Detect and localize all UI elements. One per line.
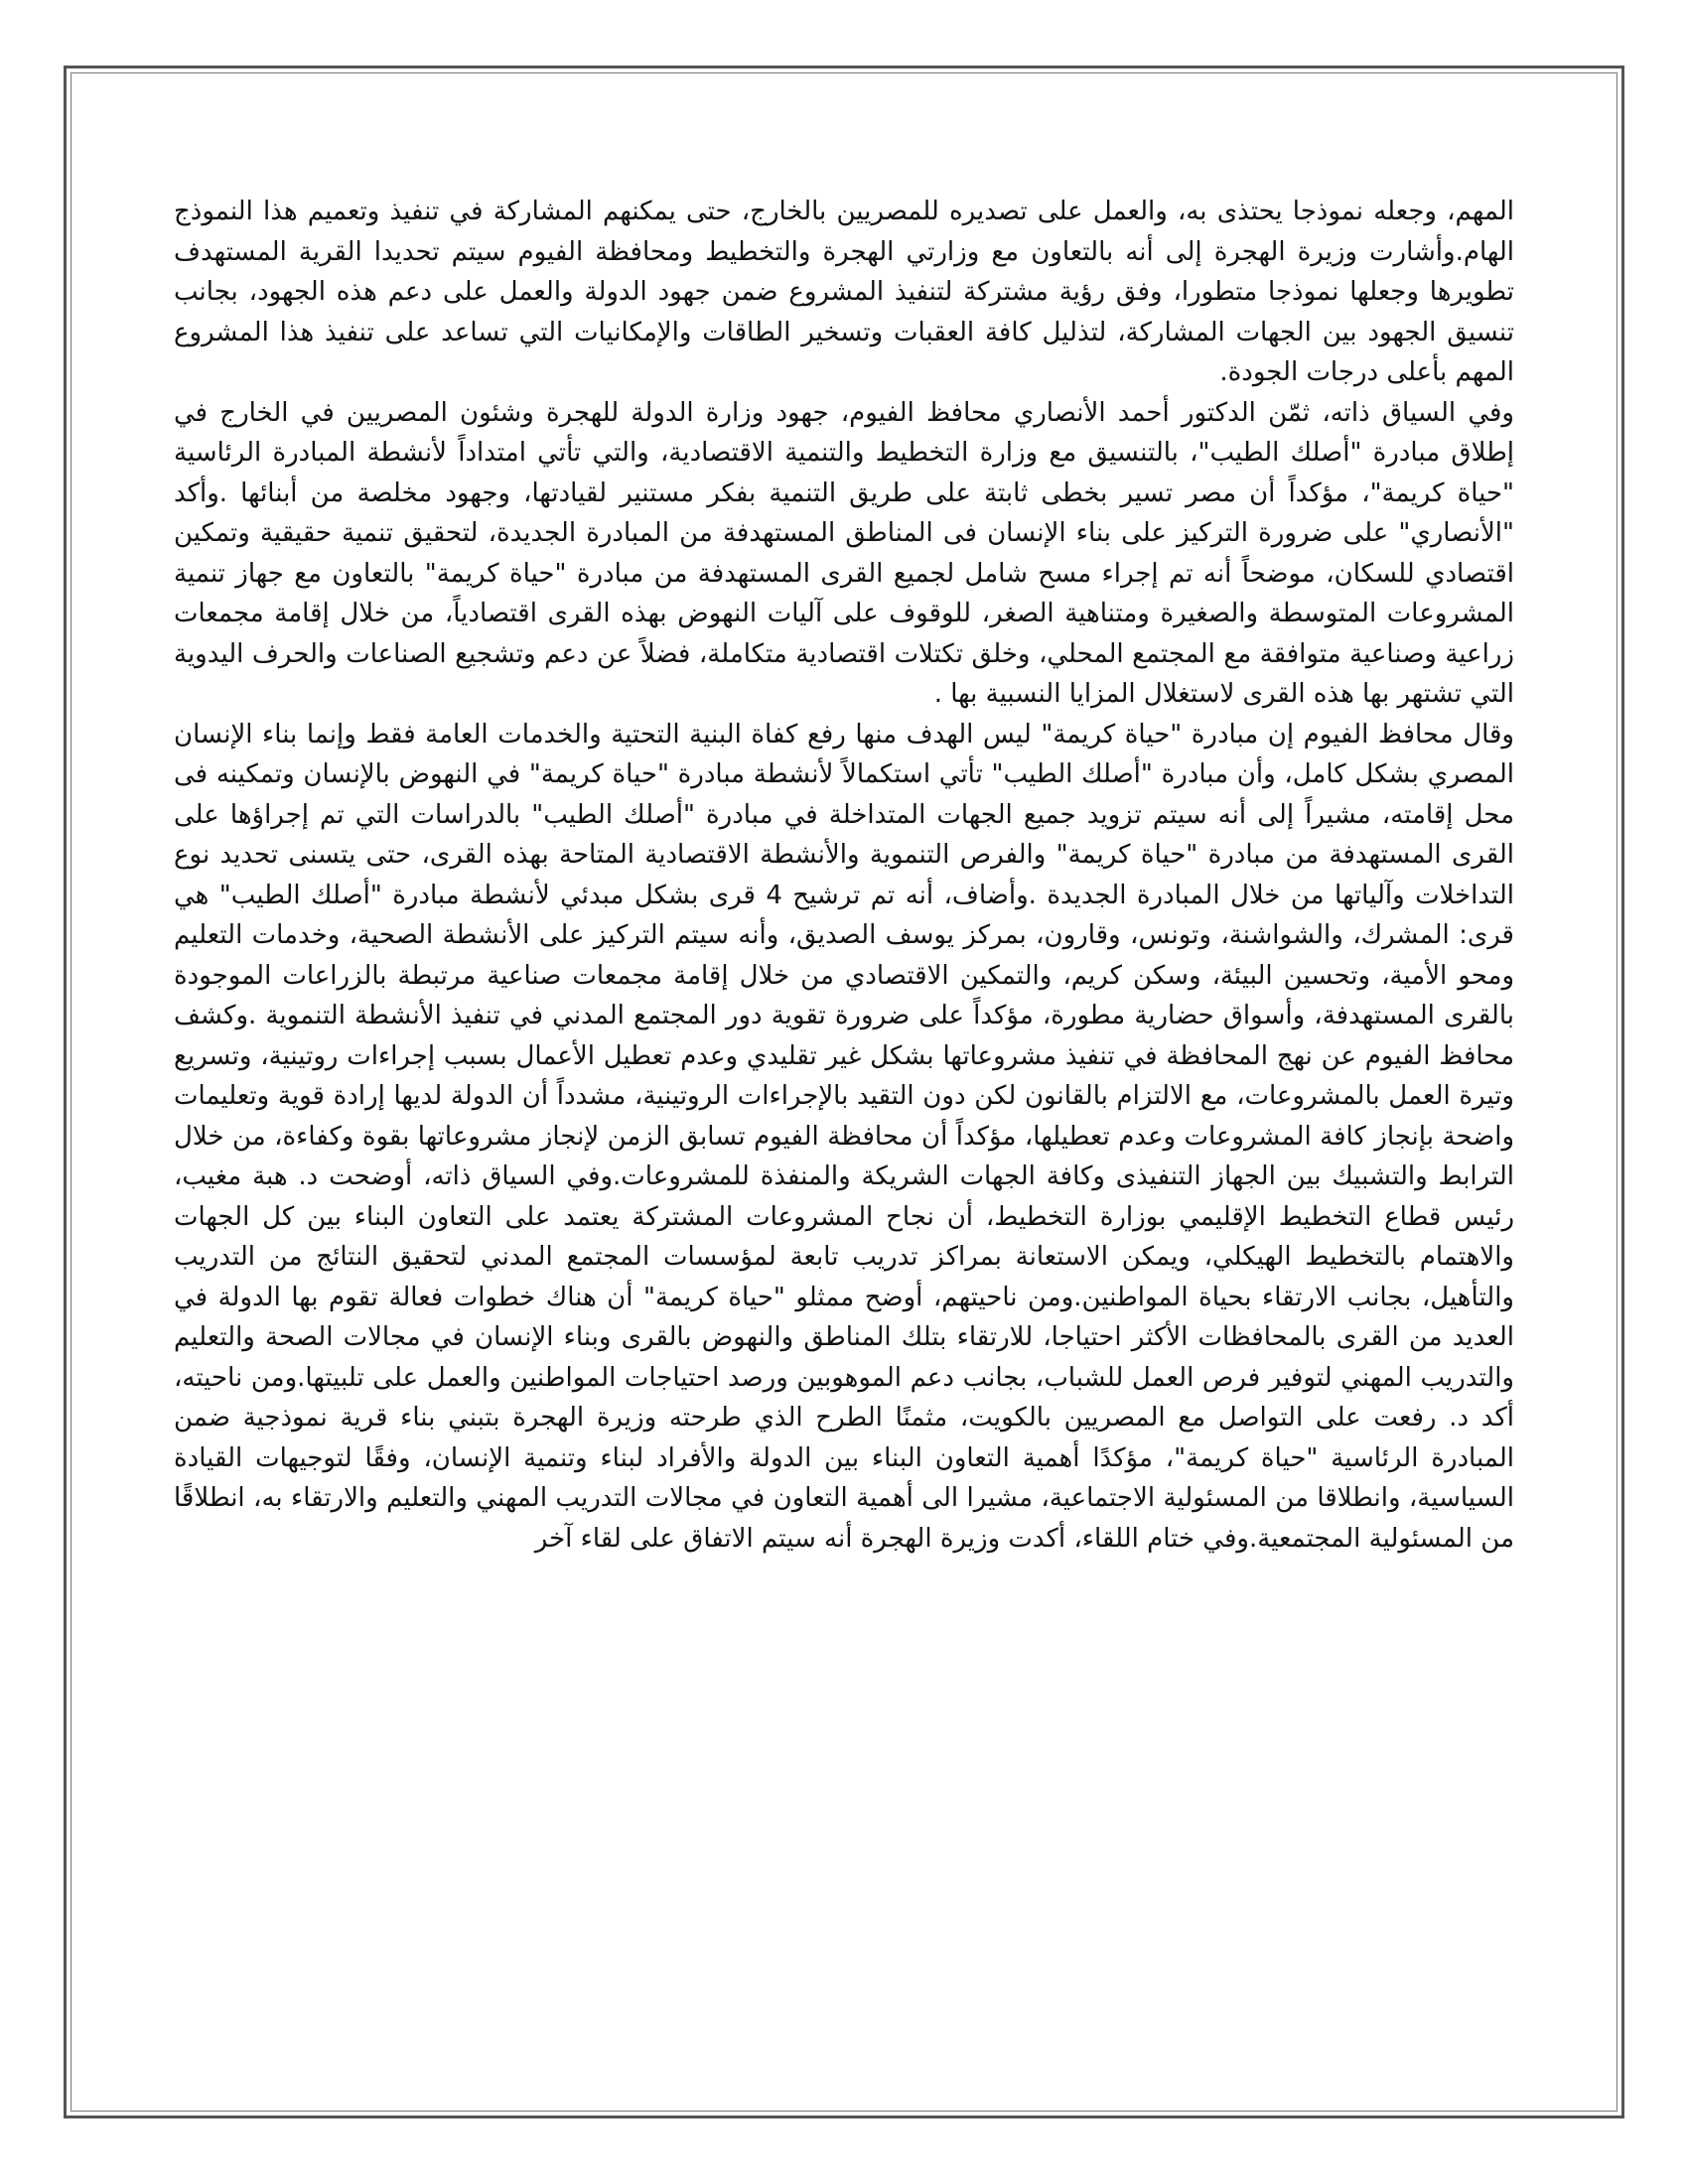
paragraph-2: وفي السياق ذاته، ثمّن الدكتور أحمد الأنصاري محافظ الفيوم، جهود وزارة الدولة للهجرة وشئون المصريين في الخارج في إطلاق مبادرة "أصلك الطيب"، بالتنسيق مع وزارة التخطيط والتنمية الاقتصادية، والتي تأتي امتداداً لأنشطة المبادرة الرئاسية "حياة كريمة"، مؤكداً أن مصر تسير بخطى ثابتة على طريق التنمية بفكر مستنير لقيادتها، وجهود مخلصة من أبنائها .وأكد "الأنصاري" على ضرورة التركيز على بناء الإنسان فى المناطق المستهدفة من المبادرة الجديدة، لتحقيق تنمية حقيقية وتمكين اقتصادي للسكان، موضحاً أنه تم إجراء مسح شامل لجميع القرى المستهدفة من مبادرة "حياة كريمة" بالتعاون مع جهاز تنمية المشروعات المتوسطة والصغيرة ومتناهية الصغر، للوقوف على آليات النهوض بهذه القرى اقتصادياً، من خلال إقامة مجمعات زراعية وصناعية متوافقة مع المجتمع المحلي، وخلق تكتلات اقتصادية متكاملة، فضلاً عن دعم وتشجيع الصناعات والحرف اليدوية التي تشتهر بها هذه القرى لاستغلال المزايا النسبية بها . (174, 397, 1514, 709)
paragraph-3: وقال محافظ الفيوم إن مبادرة "حياة كريمة" ليس الهدف منها رفع كفاة البنية التحتية والخدمات العامة فقط وإنما بناء الإنسان المصري بشكل كامل، وأن مبادرة "أصلك الطيب" تأتي استكمالاً لأنشطة مبادرة "حياة كريمة" في النهوض بالإنسان وتمكينه فى محل إقامته، مشيراً إلى أنه سيتم تزويد جميع الجهات المتداخلة في مبادرة "أصلك الطيب" بالدراسات التي تم إجراؤها على القرى المستهدفة من مبادرة "حياة كريمة" والفرص التنموية والأنشطة الاقتصادية المتاحة بهذه القرى، حتى يتسنى تحديد نوع التداخلات وآلياتها من خلال المبادرة الجديدة .وأضاف، أنه تم ترشيح 4 قرى بشكل مبدئي لأنشطة مبادرة "أصلك الطيب" هي قرى: المشرك، والشواشنة، وتونس، وقارون، بمركز يوسف الصديق، وأنه سيتم التركيز على الأنشطة الصحية، وخدمات التعليم ومحو الأمية، وتحسين البيئة، وسكن كريم، والتمكين الاقتصادي من خلال إقامة مجمعات صناعية مرتبطة بالزراعات الموجودة بالقرى المستهدفة، وأسواق حضارية مطورة، مؤكداً على ضرورة تقوية دور المجتمع المدني في تنفيذ الأنشطة التنموية .وكشف محافظ الفيوم عن نهج المحافظة في تنفيذ مشروعاتها بشكل غير تقليدي وعدم تعطيل الأعمال بسبب إجراءات روتينية، وتسريع وتيرة العمل بالمشروعات، مع الالتزام بالقانون لكن دون التقيد بالإجراءات الروتينية، مشدداً أن الدولة لديها إرادة قوية وتعليمات واضحة بإنجاز كافة المشروعات وعدم تعطيلها، مؤكداً أن محافظة الفيوم تسابق الزمن لإنجاز مشروعاتها بقوة وكفاءة، من خلال الترابط والتشبيك بين الجهاز التنفيذى وكافة الجهات الشريكة والمنفذة للمشروعات.وفي السياق ذاته، أوضحت د. هبة مغيب، رئيس قطاع التخطيط الإقليمي بوزارة التخطيط، أن نجاح المشروعات المشتركة يعتمد على التعاون البناء بين كل الجهات والاهتمام بالتخطيط الهيكلي، ويمكن الاستعانة بمراكز تدريب تابعة لمؤسسات المجتمع المدني لتحقيق النتائج من التدريب والتأهيل، بجانب الارتقاء بحياة المواطنين.ومن ناحيتهم، أوضح ممثلو "حياة كريمة" أن هناك خطوات فعالة تقوم بها الدولة في العديد من القرى بالمحافظات الأكثر احتياجا، للارتقاء بتلك المناطق والنهوض بالقرى وبناء الإنسان في مجالات الصحة والتعليم والتدريب المهني لتوفير فرص العمل للشباب، بجانب دعم الموهوبين ورصد احتياجات المواطنين والعمل على تلبيتها.ومن ناحيته، أكد د. رفعت على التواصل مع المصريين بالكويت، مثمنًا الطرح الذي طرحته وزيرة الهجرة بتبني بناء قرية نموذجية ضمن المبادرة الرئاسية "حياة كريمة"، مؤكدًا أهمية التعاون البناء بين الدولة والأفراد لبناء وتنمية الإنسان، وفقًا لتوجيهات القيادة السياسية، وانطلاقا من المسئولية الاجتماعية، مشيرا الى أهمية التعاون في مجالات التدريب المهني والتعليم والارتقاء به، انطلاقًا من المسئولية المجتمعية.وفي ختام اللقاء، أكدت وزيرة الهجرة أنه سيتم الاتفاق على لقاء آخر (174, 719, 1515, 1554)
paragraph-1: المهم، وجعله نموذجا يحتذى به، والعمل على تصديره للمصريين بالخارج، حتى يمكنهم المشاركة في تنفيذ وتعميم هذا النموذج الهام.وأشارت وزيرة الهجرة إلى أنه بالتعاون مع وزارتي الهجرة والتخطيط ومحافظة الفيوم سيتم تحديدا القرية المستهدف تطويرها وجعلها نموذجا متطورا، وفق رؤية مشتركة لتنفيذ المشروع ضمن جهود الدولة والعمل على دعم هذه الجهود، بجانب تنسيق الجهود بين الجهات المشاركة، لتذليل كافة العقبات وتسخير الطاقات والإمكانيات التي تساعد على تنفيذ هذا المشروع المهم بأعلى درجات الجودة. (174, 197, 1514, 387)
document-body (174, 192, 1514, 1559)
